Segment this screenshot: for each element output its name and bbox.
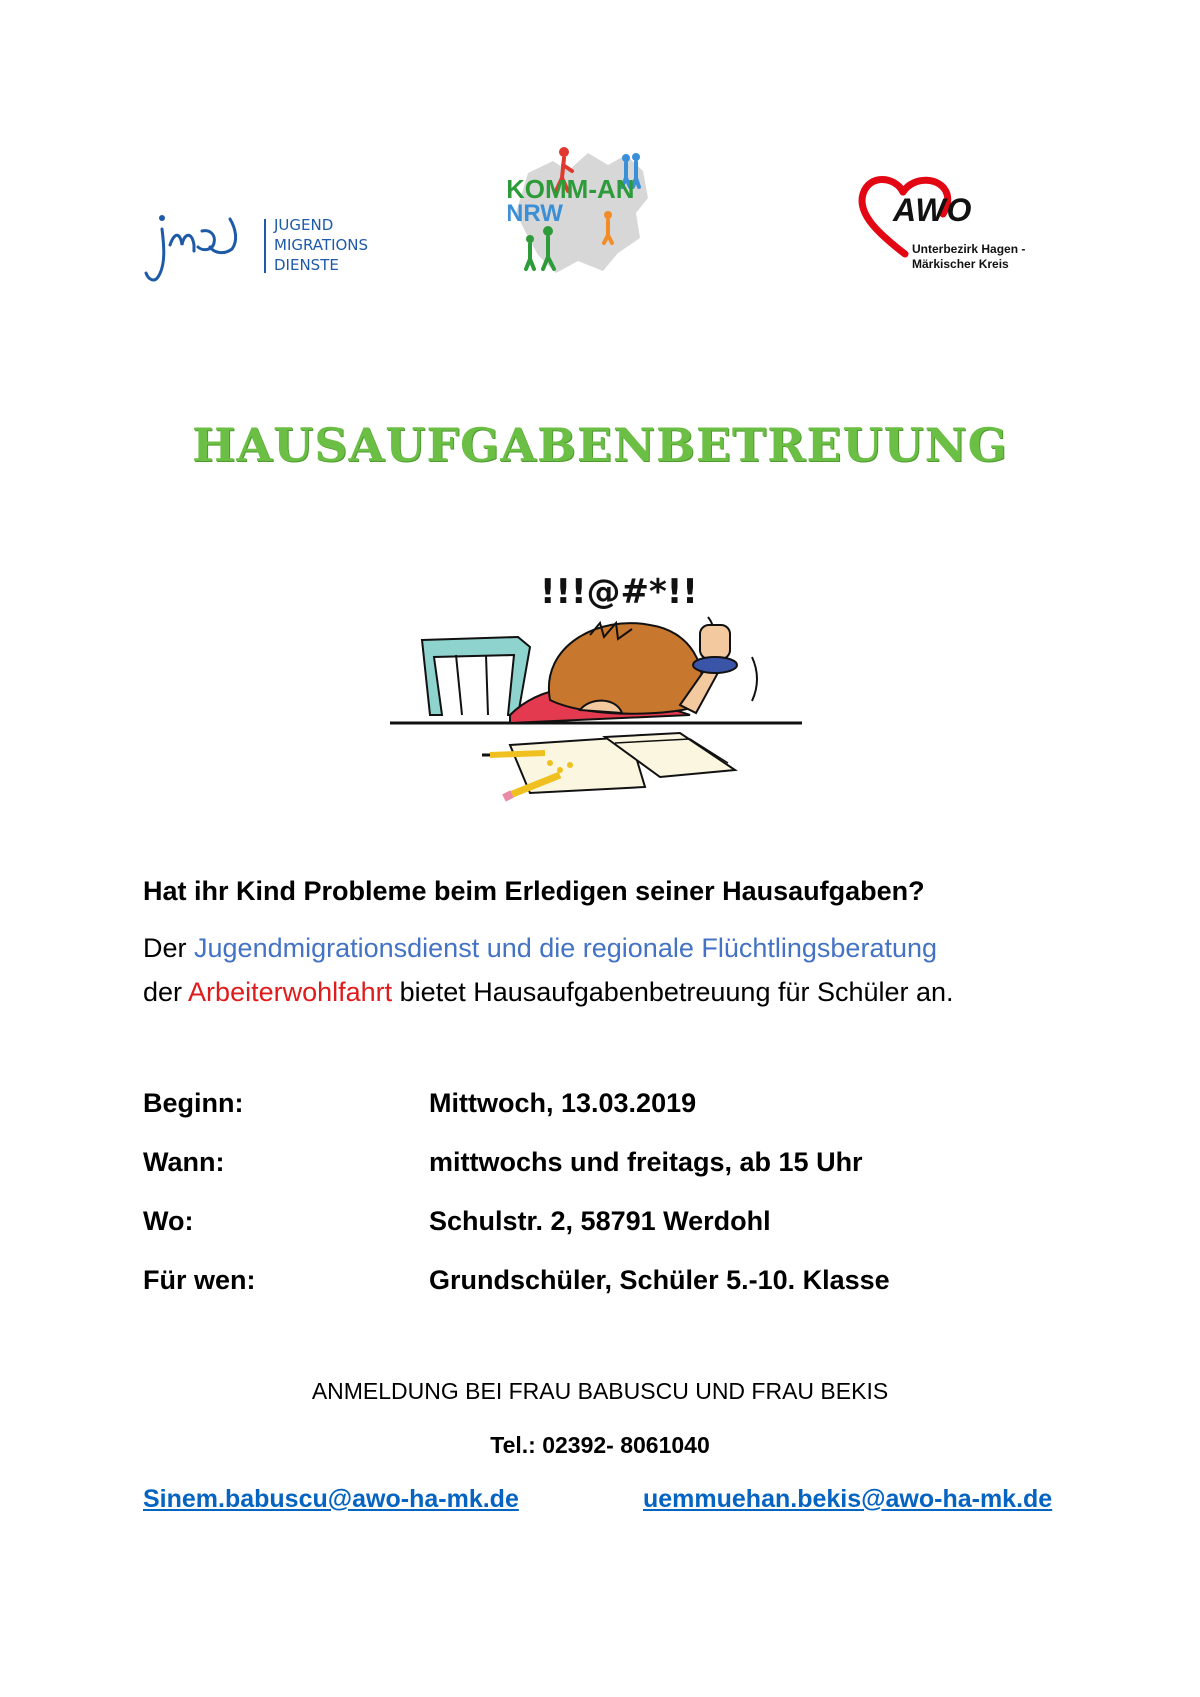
description-organisation-blue: Jugendmigrationsdienst und die regionale Flüchtlingsberatung bbox=[194, 933, 938, 963]
komm-an-nrw-graphic bbox=[508, 143, 668, 283]
jmd-line-2: MIGRATIONS bbox=[274, 236, 369, 254]
jmd-line-3: DIENSTE bbox=[274, 256, 339, 274]
awo-logo bbox=[855, 170, 1055, 280]
page-title: HAUSAUFGABENBETREUUNG bbox=[192, 418, 1008, 472]
komm-an-line1: KOMM-AN bbox=[508, 174, 635, 204]
info-row-wann bbox=[143, 1147, 1093, 1187]
info-value-fuer-wen: Grundschüler, Schüler 5.-10. Klasse bbox=[429, 1265, 890, 1295]
jmd-text bbox=[274, 215, 368, 275]
description-line-1 bbox=[143, 933, 937, 964]
info-label-beginn: Beginn: bbox=[143, 1088, 244, 1118]
jmd-logo bbox=[140, 205, 380, 285]
info-value-beginn: Mittwoch, 13.03.2019 bbox=[429, 1088, 697, 1118]
komm-an-line2: NRW bbox=[508, 200, 563, 227]
info-label-wo: Wo: bbox=[143, 1206, 194, 1236]
intro-question: Hat ihr Kind Probleme beim Erledigen seiner Hausaufgaben? bbox=[143, 876, 925, 906]
description-der-2: der bbox=[143, 977, 189, 1007]
info-value-wann: mittwochs und freitags, ab 15 Uhr bbox=[429, 1147, 863, 1177]
phone-number: Tel.: 02392- 8061040 bbox=[490, 1432, 710, 1458]
awo-wordmark: AWO bbox=[893, 192, 973, 228]
curse-symbols: !!!@#*!! bbox=[540, 572, 698, 612]
frustrated-child-drawing bbox=[390, 565, 820, 810]
description-der: Der bbox=[143, 933, 195, 963]
description-line-2 bbox=[143, 977, 954, 1008]
awo-subtitle-line-1: Unterbezirk Hagen - bbox=[912, 242, 1026, 256]
awo-subtitle bbox=[912, 242, 1025, 272]
info-row-fuer-wen bbox=[143, 1265, 1093, 1305]
email-link-babuscu[interactable]: Sinem.babuscu@awo-ha-mk.de bbox=[143, 1485, 519, 1513]
email-link-bekis[interactable]: uemmuehan.bekis@awo-ha-mk.de bbox=[643, 1485, 1053, 1513]
info-label-wann: Wann: bbox=[143, 1147, 225, 1177]
awo-subtitle-line-2: Märkischer Kreis bbox=[912, 257, 1009, 271]
description-organisation-red: Arbeiterwohlfahrt bbox=[188, 977, 393, 1007]
frustrated-child-illustration bbox=[390, 565, 820, 810]
info-row-beginn bbox=[143, 1088, 1093, 1128]
info-row-wo bbox=[143, 1206, 1093, 1246]
info-label-fuer-wen: Für wen: bbox=[143, 1265, 256, 1295]
description-offer: bietet Hausaufgabenbetreuung für Schüler an. bbox=[392, 977, 954, 1007]
registration-note: ANMELDUNG BEI FRAU BABUSCU UND FRAU BEKIS bbox=[311, 1378, 889, 1404]
jmd-line-1: JUGEND bbox=[274, 216, 334, 234]
info-value-wo: Schulstr. 2, 58791 Werdohl bbox=[429, 1206, 771, 1236]
jmd-divider bbox=[264, 219, 266, 273]
jmd-logo-mark bbox=[140, 205, 250, 285]
komm-an-nrw-logo bbox=[508, 143, 668, 283]
